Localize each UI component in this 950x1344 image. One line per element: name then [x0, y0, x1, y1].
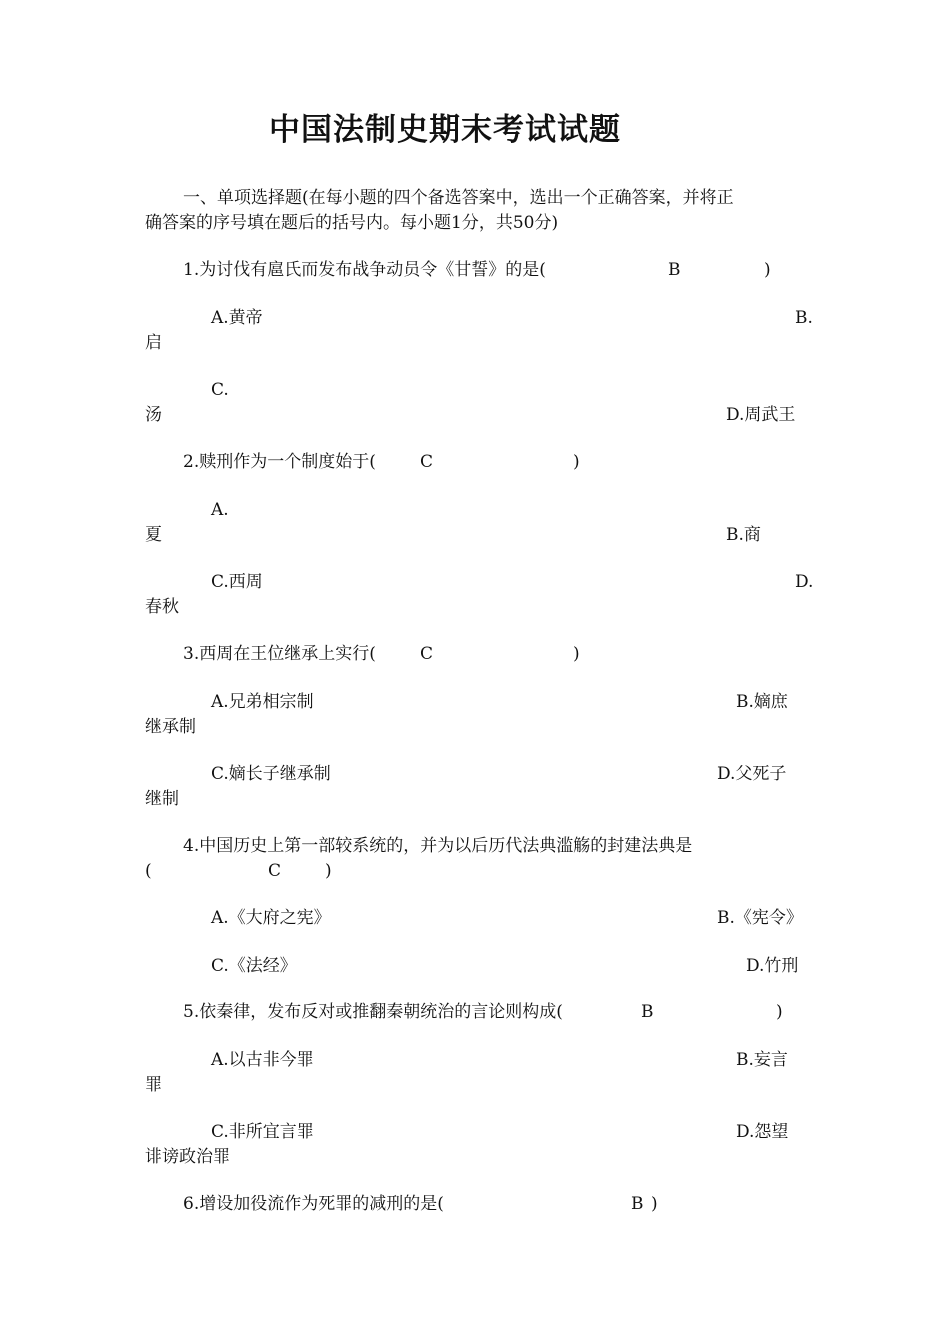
question-5-option-b-head: B.妄言 [736, 1050, 788, 1070]
question-6-stem: 6.增设加役流作为死罪的减刑的是( [183, 1194, 444, 1214]
question-2-close-paren: ) [573, 452, 580, 472]
question-5-stem: 5.依秦律，发布反对或推翻秦朝统治的言论则构成( [183, 1002, 563, 1022]
question-4-answer: C [268, 861, 282, 881]
question-5-option-d-head: D.怨望 [736, 1122, 789, 1142]
question-2-option-d-head: D. [795, 572, 814, 592]
intro-line-1: 一、单项选择题(在每小题的四个备选答案中，选出一个正确答案，并将正 [183, 188, 734, 208]
question-1-option-b-tail: 启 [145, 333, 162, 353]
question-5-option-c: C.非所宜言罪 [211, 1122, 314, 1142]
question-3-answer: C [420, 644, 434, 664]
question-1-answer: B [668, 260, 681, 280]
question-4-option-b: B.《宪令》 [717, 908, 803, 928]
question-6-close-paren: ) [651, 1194, 658, 1214]
question-1-option-c-head: C. [211, 380, 229, 400]
question-5-option-a: A.以古非今罪 [211, 1050, 314, 1070]
question-6-answer: B [631, 1194, 644, 1214]
question-2-option-d-tail: 春秋 [145, 597, 179, 617]
question-4-open-paren: ( [145, 861, 152, 881]
question-2-stem: 2.赎刑作为一个制度始于( [183, 452, 376, 472]
question-2-option-b: B.商 [726, 525, 761, 545]
intro-line-2: 确答案的序号填在题后的括号内。每小题1分，共50分) [145, 213, 559, 233]
question-3-stem: 3.西周在王位继承上实行( [183, 644, 376, 664]
question-1-option-a: A.黄帝 [211, 308, 263, 328]
question-5-answer: B [641, 1002, 654, 1022]
question-2-option-a-head: A. [211, 500, 229, 520]
page-title: 中国法制史期末考试试题 [269, 112, 621, 148]
question-4-option-a: A.《大府之宪》 [211, 908, 331, 928]
question-3-option-b-tail: 继承制 [145, 717, 196, 737]
question-1-option-c-tail: 汤 [145, 405, 162, 425]
question-4-close-paren: ) [325, 861, 332, 881]
question-5-option-b-tail: 罪 [145, 1075, 162, 1095]
question-4-stem: 4.中国历史上第一部较系统的，并为以后历代法典滥觞的封建法典是 [183, 836, 693, 856]
question-3-close-paren: ) [573, 644, 580, 664]
question-3-option-d-head: D.父死子 [717, 764, 787, 784]
question-4-option-c: C.《法经》 [211, 956, 297, 976]
question-3-option-b-head: B.嫡庶 [736, 692, 788, 712]
question-4-option-d: D.竹刑 [746, 956, 799, 976]
question-2-answer: C [420, 452, 434, 472]
question-1-option-d: D.周武王 [726, 405, 796, 425]
question-3-option-a: A.兄弟相宗制 [211, 692, 314, 712]
question-3-option-c: C.嫡长子继承制 [211, 764, 331, 784]
question-1-option-b-head: B. [795, 308, 813, 328]
question-2-option-c: C.西周 [211, 572, 263, 592]
question-5-close-paren: ) [776, 1002, 783, 1022]
question-1-stem: 1.为讨伐有扈氏而发布战争动员令《甘誓》的是( [183, 260, 546, 280]
question-1-close-paren: ) [764, 260, 771, 280]
question-5-option-d-tail: 诽谤政治罪 [145, 1147, 230, 1167]
question-2-option-a-tail: 夏 [145, 525, 162, 545]
question-3-option-d-tail: 继制 [145, 789, 179, 809]
